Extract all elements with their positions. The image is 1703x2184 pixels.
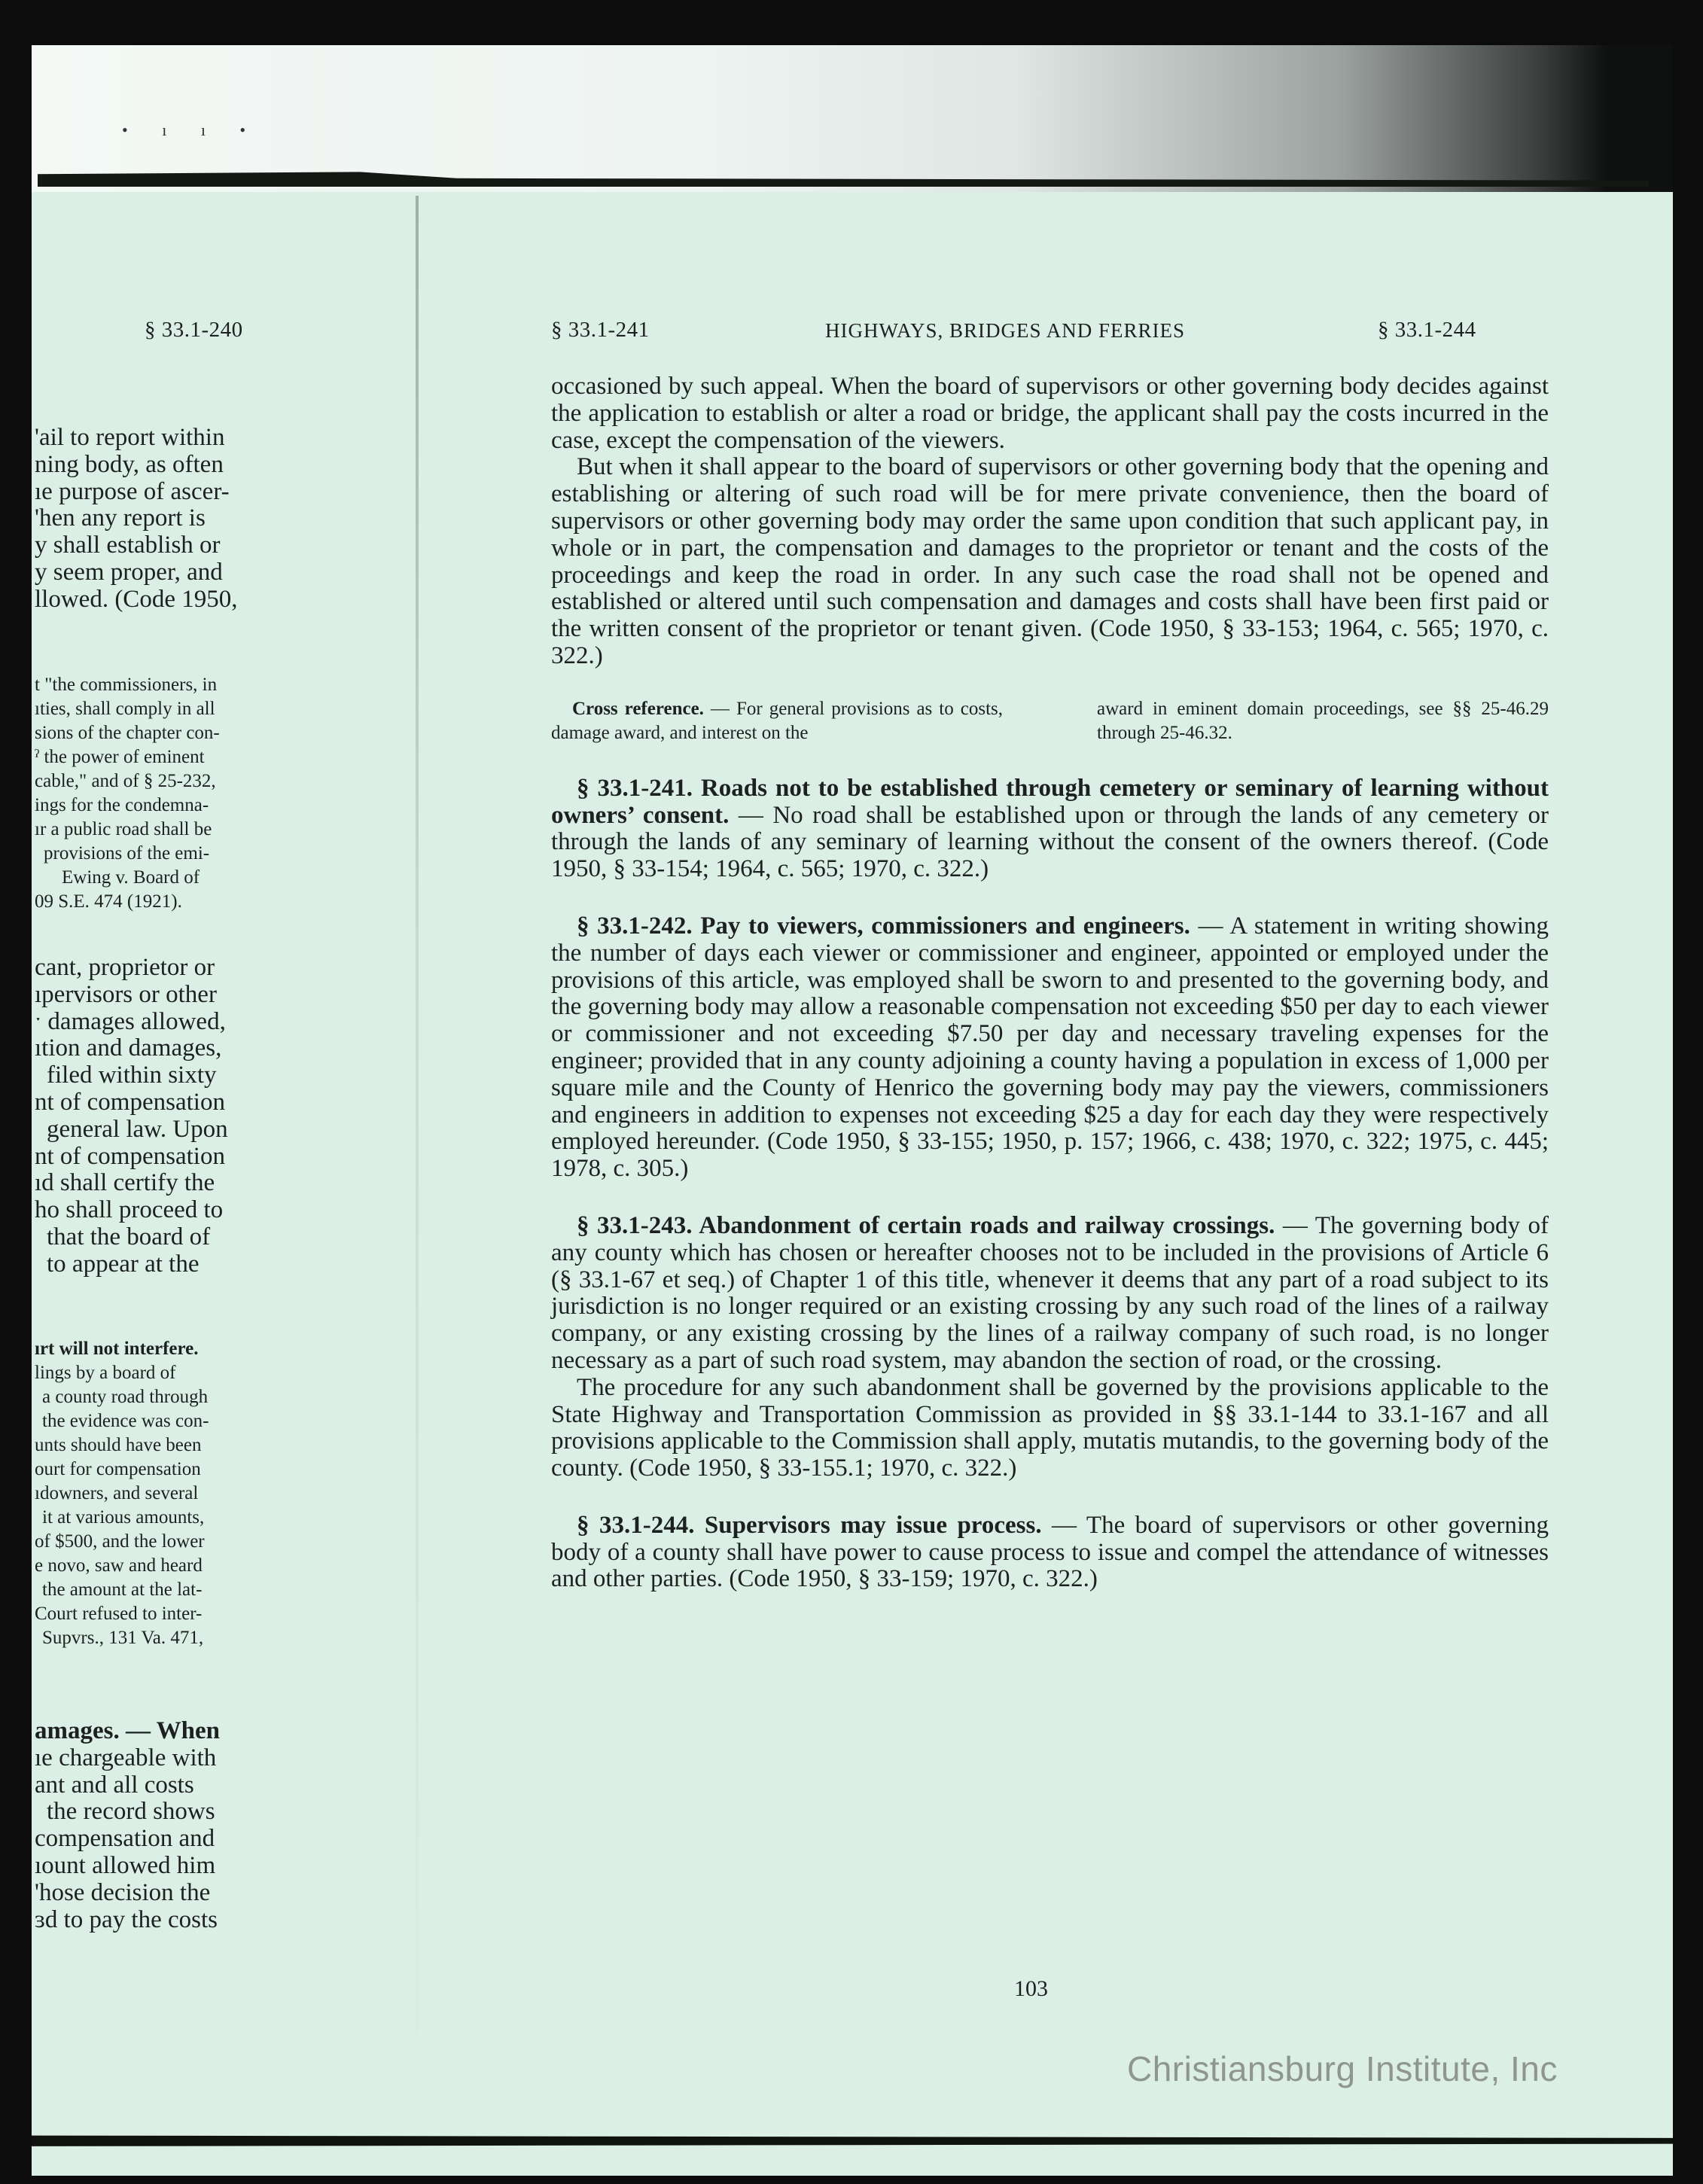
left-fragment-line: ıd shall certify the bbox=[35, 1169, 215, 1197]
left-fragment-block-2 bbox=[32, 673, 220, 914]
cross-reference-left bbox=[551, 697, 1003, 745]
left-fragment-line: 09 S.E. 474 (1921). bbox=[35, 891, 182, 912]
left-fragment-line: the record shows bbox=[47, 1798, 215, 1826]
section-body: — No road shall be established upon or through the lands of any cemetery or through the lands of any seminary of learning without the consent of the owners thereof. (Code 1950, § 33-154; 1964, c. 565; 1970, c. 322.) bbox=[551, 801, 1549, 883]
left-fragment-line: lings by a board of bbox=[35, 1363, 176, 1383]
left-fragment-line: llowed. (Code 1950, bbox=[35, 585, 238, 613]
left-fragment-line: ings for the condemna- bbox=[35, 795, 209, 815]
left-fragment-line: ıount allowed him bbox=[35, 1851, 216, 1879]
section-body: — The governing body of any county which has chosen or hereafter chooses not to be included in the provisions of Article 6 (§ 33.1-67 et seq.) of Chapter 1 of this title, whenever it deems that any part of a road subject to its jurisdiction is no longer required or an existing crossing by any such road of the lines of a railway company, or any existing crossing by the lines of a railway company of such road, is no longer necessary as a part of such road system, may abandon the section of road, or the crossing. bbox=[551, 1211, 1549, 1374]
scanned-page bbox=[32, 45, 1673, 2176]
left-page-header-section: § 33.1-240 bbox=[145, 318, 243, 342]
left-fragment-line: filed within sixty bbox=[47, 1062, 217, 1089]
section-33-1-243 bbox=[551, 1213, 1549, 1375]
left-fragment-line: it at various amounts, bbox=[42, 1507, 205, 1528]
left-fragment-line: provisions of the emi- bbox=[44, 843, 210, 864]
left-fragment-line: ning body, as often bbox=[35, 450, 224, 478]
left-fragment-line: unts should have been bbox=[35, 1435, 202, 1455]
left-fragment-line: nt of compensation bbox=[35, 1142, 225, 1170]
left-fragment-line: the amount at the lat- bbox=[42, 1579, 203, 1600]
left-fragment-line: 'hose decision the bbox=[35, 1878, 211, 1906]
left-fragment-line: Court refused to inter- bbox=[35, 1604, 203, 1624]
cross-reference-note bbox=[551, 697, 1549, 745]
left-fragment-line: ıe chargeable with bbox=[35, 1744, 217, 1771]
left-fragment-line: y shall establish or bbox=[35, 532, 221, 559]
left-fragment-line: sions of the chapter con- bbox=[35, 723, 220, 743]
left-fragment-line: ˀ the power of eminent bbox=[35, 747, 205, 767]
intro-paragraph-2: But when it shall appear to the board of supervisors or other governing body that the opening and establishing or altering of such road will be for mere private convenience, then the board of supervisors or other governing body may order the same upon condition that such applicant pay, in whole or in part, the compensation and damages to the proprietor or tenant and the costs of the proceedings and keep the road in order. In any such case the road shall not be opened and established or altered until such compensation and damages and costs shall have been first paid or the written consent of the proprietor or tenant given. (Code 1950, § 33-153; 1964, c. 565; 1970, c. 322.) bbox=[551, 453, 1549, 669]
page-number: 103 bbox=[1014, 1976, 1048, 2001]
left-fragment-line: ˑ damages allowed, bbox=[35, 1007, 226, 1035]
left-fragment-line: ıpervisors or other bbox=[35, 980, 217, 1008]
left-fragment-line: 'hen any report is bbox=[35, 504, 206, 532]
left-fragment-line: general law. Upon bbox=[47, 1115, 228, 1143]
left-fragment-line: ıe purpose of ascer- bbox=[35, 477, 230, 505]
cross-reference-label: Cross reference. bbox=[572, 698, 704, 719]
left-fragment-block-3 bbox=[32, 955, 228, 1278]
section-body: — A statement in writing showing the number of days each viewer or commissioner and engineer, appointed or employed under the provisions of this article, was employed shall be sworn to and presented to the governing body, and the governing body may allow a reasonable compensation not exceeding $50 per day to each viewer or commissioner and not exceeding $7.50 per day and necessary traveling expenses for the engineer; provided that in any county adjoining a county having a population in excess of 1,000 per square mile and the County of Henrico the governing body may pay the viewers, commissioners and engineers in addition to expenses not exceeding $25 a day for each day they were respectively employed hereunder. (Code 1950, § 33-155; 1950, p. 157; 1966, c. 438; 1970, c. 322; 1975, c. 445; 1978, c. 305.) bbox=[551, 912, 1549, 1183]
left-fragment-line: ant and all costs bbox=[35, 1771, 194, 1799]
scan-top-shadow bbox=[32, 45, 1673, 192]
left-fragment-block-4 bbox=[32, 1337, 209, 1650]
left-fragment-line: ırt will not interfere. bbox=[35, 1339, 199, 1359]
section-heading: § 33.1-243. Abandonment of certain roads and railway crossings. bbox=[577, 1211, 1275, 1239]
punch-marks: • ı ı • bbox=[122, 120, 261, 139]
header-section-end: § 33.1-244 bbox=[1378, 318, 1476, 342]
cross-reference-right: award in eminent domain proceedings, see §§ 25-46.29 through 25-46.32. bbox=[1097, 698, 1549, 743]
left-fragment-line: ıtion and damages, bbox=[35, 1034, 222, 1062]
section-33-1-244 bbox=[551, 1512, 1549, 1593]
left-fragment-line: Supvrs., 131 Va. 471, bbox=[42, 1628, 204, 1648]
left-fragment-line: ourt for compensation bbox=[35, 1459, 201, 1479]
left-fragment-line: ır a public road shall be bbox=[35, 819, 212, 839]
section-heading: § 33.1-241. Roads not to be established through cemetery or seminary of learning without owners’ consent. bbox=[551, 774, 1549, 829]
left-fragment-line: that the board of bbox=[47, 1223, 211, 1250]
left-fragment-line: e novo, saw and heard bbox=[35, 1555, 203, 1576]
left-fragment-line: nt of compensation bbox=[35, 1088, 225, 1116]
left-fragment-line: 'ail to report within bbox=[35, 424, 225, 451]
left-fragment-line: Ewing v. Board of bbox=[62, 867, 200, 888]
left-fragment-line: a county road through bbox=[42, 1387, 209, 1407]
left-fragment-line: ıties, shall comply in all bbox=[35, 699, 215, 719]
left-fragment-line: ɜd to pay the costs bbox=[35, 1905, 218, 1933]
intro-paragraph-1: occasioned by such appeal. When the board of supervisors or other governing body decides against the application to establish or alter a road or bridge, the applicant shall pay the costs incurred in the case, except the compensation of the viewers. bbox=[551, 373, 1549, 454]
left-fragment-line: y seem proper, and bbox=[35, 558, 223, 586]
section-heading: § 33.1-242. Pay to viewers, commissioners and engineers. bbox=[577, 912, 1190, 940]
section-body: — The board of supervisors or other governing body of a county shall have power to cause process to issue and compel the attendance of witnesses and other parties. (Code 1950, § 33-159; 1970, c. 322.) bbox=[551, 1511, 1549, 1593]
left-fragment-line: cable," and of § 25-232, bbox=[35, 771, 216, 791]
cross-reference-left-text: — For general provisions as to costs, damage award, and interest on the bbox=[551, 698, 1004, 743]
page-gutter bbox=[416, 196, 419, 2123]
left-fragment-block-5 bbox=[32, 1718, 220, 1933]
left-fragment-line: amages. — When bbox=[35, 1717, 220, 1744]
left-fragment-line: to appear at the bbox=[47, 1250, 200, 1278]
left-fragment-line: ho shall proceed to bbox=[35, 1196, 224, 1224]
section-heading: § 33.1-244. Supervisors may issue process. bbox=[577, 1511, 1042, 1539]
header-section-start: § 33.1-241 bbox=[551, 318, 650, 342]
left-fragment-line: ıdowners, and several bbox=[35, 1483, 199, 1503]
watermark: Christiansburg Institute, Inc bbox=[1127, 2049, 1558, 2088]
left-fragment-line: t "the commissioners, in bbox=[35, 675, 218, 695]
main-text-column bbox=[551, 373, 1549, 1593]
left-fragment-line: compensation and bbox=[35, 1825, 215, 1853]
left-fragment-line: the evidence was con- bbox=[42, 1411, 209, 1431]
section-33-1-242 bbox=[551, 913, 1549, 1183]
running-head-title: HIGHWAYS, BRIDGES AND FERRIES bbox=[825, 319, 1186, 342]
left-fragment-block-1 bbox=[32, 425, 237, 614]
left-fragment-line: of $500, and the lower bbox=[35, 1531, 205, 1552]
page-edge-bottom bbox=[32, 2131, 1673, 2147]
section-33-1-243-paragraph-2: The procedure for any such abandonment shall be governed by the provisions applicable to the State Highway and Transportation Commission as provided in §§ 33.1-144 to 33.1-167 and all provisions applicable to the Commission shall apply, mutatis mutandis, to the governing body of the county. (Code 1950, § 33-155.1; 1970, c. 322.) bbox=[551, 1373, 1549, 1482]
left-fragment-line: cant, proprietor or bbox=[35, 954, 215, 981]
section-33-1-241 bbox=[551, 775, 1549, 883]
